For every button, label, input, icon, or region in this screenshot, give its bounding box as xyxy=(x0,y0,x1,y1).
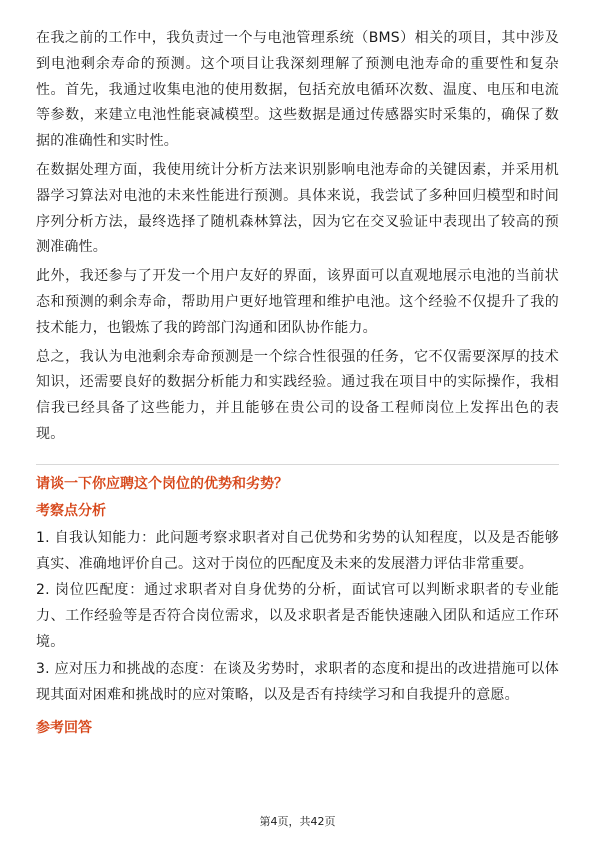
analysis-point: 3. 应对压力和挑战的态度：在谈及劣势时，求职者的态度和提出的改进措施可以体现其面对困难和挑战时的应对策略，以及是否有持续学习和自我提升的意愿。 xyxy=(36,660,559,703)
answer-heading: 参考回答 xyxy=(36,720,92,737)
document-page xyxy=(36,26,559,743)
body-paragraph: 在我之前的工作中，我负责过一个与电池管理系统（BMS）相关的项目，其中涉及到电池剩余寿命的预测。这个项目让我深刻理解了预测电池寿命的重要性和复杂性。首先，我通过收集电池的使用数据，包括充放电循环次数、温度、电压和电流等参数，来建立电池性能衰减模型。这些数据是通过传感器实时采集的，确保了数据的准确性和实时性。 xyxy=(36,30,559,150)
section-divider xyxy=(36,464,559,465)
body-paragraph: 总之，我认为电池剩余寿命预测是一个综合性很强的任务，它不仅需要深厚的技术知识，还需要良好的数据分析能力和实践经验。通过我在项目中的实际操作，我相信我已经具备了这些能力，并且能够在贵公司的设备工程师岗位上发挥出色的表现。 xyxy=(36,348,559,442)
body-paragraph: 此外，我还参与了开发一个用户友好的界面，该界面可以直观地展示电池的当前状态和预测的剩余寿命，帮助用户更好地管理和维护电池。这个经验不仅提升了我的技术能力，也锻炼了我的跨部门沟通和团队协作能力。 xyxy=(36,268,559,336)
analysis-point: 1. 自我认知能力：此问题考察求职者对自己优势和劣势的认知程度，以及是否能够真实、准确地评价自己。这对于岗位的匹配度及未来的发展潜力评估非常重要。 xyxy=(36,529,559,572)
analysis-heading: 考察点分析 xyxy=(36,502,106,519)
page-number: 第4页，共42页 xyxy=(259,815,336,828)
question-title: 请谈一下你应聘这个岗位的优势和劣势？ xyxy=(36,475,288,492)
body-paragraph: 在数据处理方面，我使用统计分析方法来识别影响电池寿命的关键因素，并采用机器学习算法对电池的未来性能进行预测。具体来说，我尝试了多种回归模型和时间序列分析方法，最终选择了随机森林算法，因为它在交叉验证中表现出了较高的预测准确性。 xyxy=(36,161,559,256)
analysis-point: 2. 岗位匹配度：通过求职者对自身优势的分析，面试官可以判断求职者的专业能力、工作经验等是否符合岗位需求，以及求职者是否能快速融入团队和适应工作环境。 xyxy=(36,582,559,650)
